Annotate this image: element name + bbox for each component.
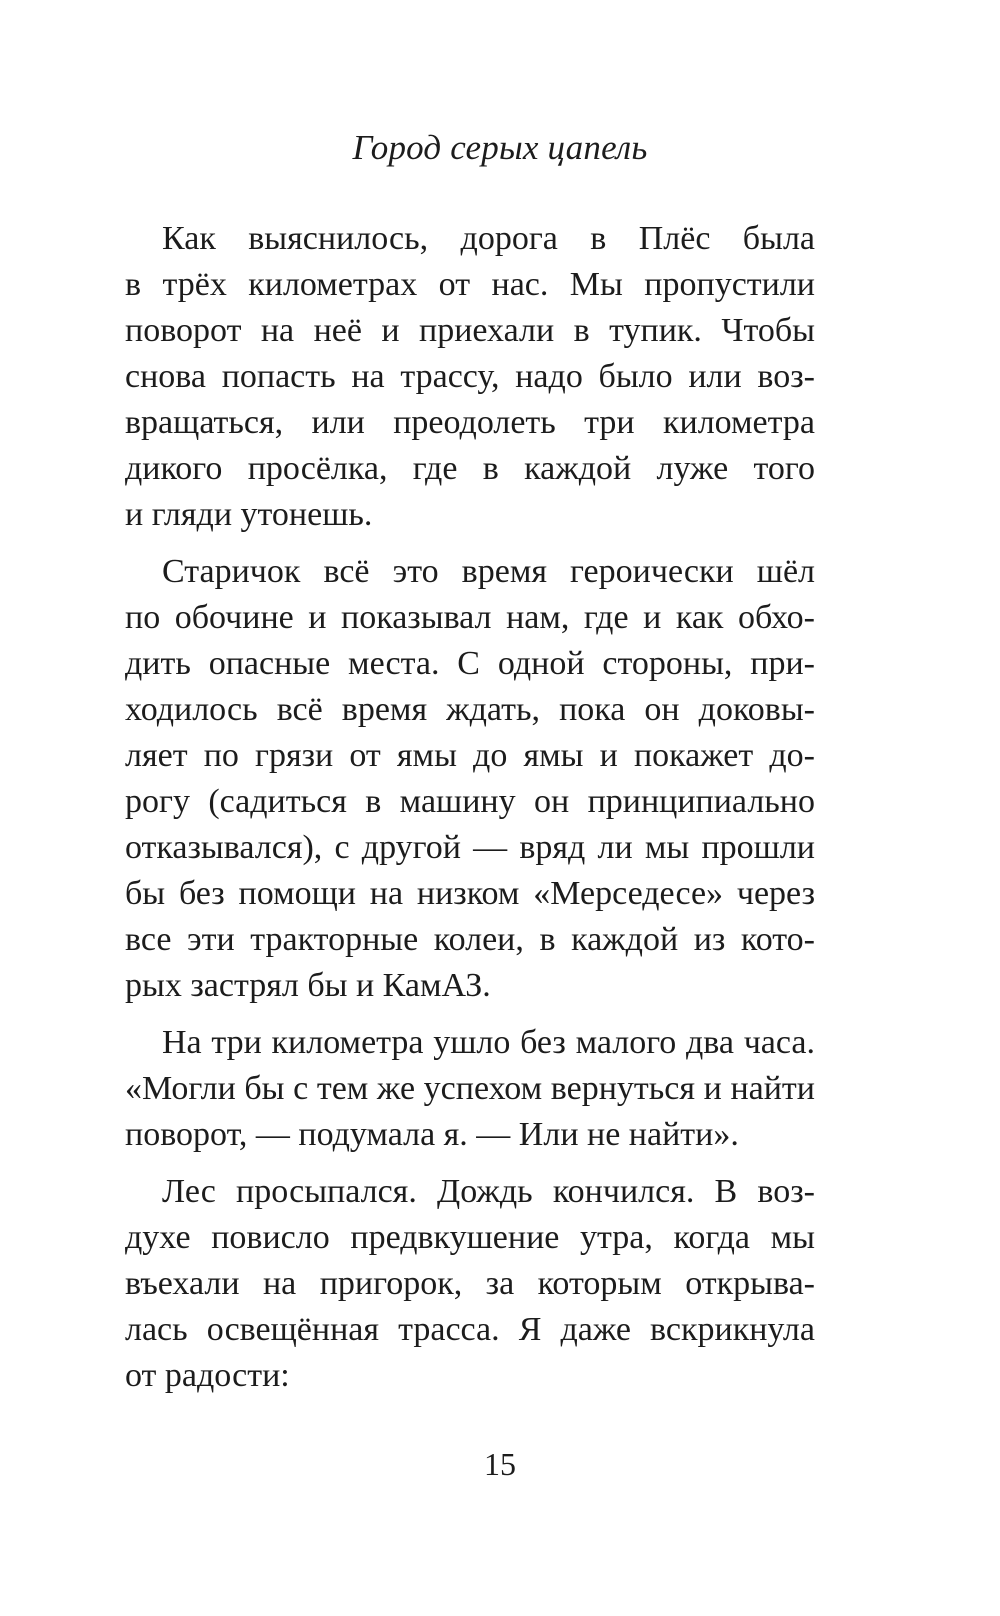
- text-line: рых застрял бы и КамАЗ.: [125, 967, 491, 1004]
- text-line: все эти тракторные колеи, в каждой из кото-: [125, 921, 815, 958]
- text-line: бы без помощи на низком «Мерседесе» через: [125, 875, 815, 912]
- text-line: в трёх километрах от нас. Мы пропустили: [125, 266, 815, 303]
- text-line: Лес просыпался. Дождь кончился. В воз-: [162, 1173, 815, 1210]
- text-line: «Могли бы с тем же успехом вернуться и найти: [125, 1070, 815, 1107]
- text-line: Старичок всё это время героически шёл: [162, 553, 815, 590]
- running-head: Город серых цапель: [352, 128, 648, 167]
- text-line: въехали на пригорок, за которым открыва-: [125, 1265, 815, 1302]
- text-line: ляет по грязи от ямы до ямы и покажет до-: [125, 737, 815, 774]
- text-line: духе повисло предвкушение утра, когда мы: [125, 1219, 815, 1256]
- text-line: поворот, — подумала я. — Или не найти».: [125, 1116, 739, 1153]
- paragraph: [125, 216, 815, 538]
- text-line: по обочине и показывал нам, где и как обхо-: [125, 599, 815, 636]
- text-line: от радости:: [125, 1357, 290, 1394]
- text-line: рогу (садиться в машину он принципиально: [125, 783, 815, 820]
- text-line: На три километра ушло без малого два часа.: [162, 1024, 815, 1061]
- text-line: дикого просёлка, где в каждой луже того: [125, 450, 815, 487]
- paragraph: [125, 1020, 815, 1158]
- text-line: снова попасть на трассу, надо было или воз-: [125, 358, 815, 395]
- text-line: дить опасные места. С одной стороны, при-: [125, 645, 815, 682]
- paragraph: [125, 549, 815, 1009]
- text-line: поворот на неё и приехали в тупик. Чтобы: [125, 312, 815, 349]
- text-line: Как выяснилось, дорога в Плёс была: [162, 220, 815, 257]
- body-text: [125, 216, 815, 1410]
- text-line: лась освещённая трасса. Я даже вскрикнула: [125, 1311, 815, 1348]
- text-line: отказывался), с другой — вряд ли мы прошли: [125, 829, 815, 866]
- text-line: вращаться, или преодолеть три километра: [125, 404, 815, 441]
- page-number: 15: [484, 1446, 516, 1482]
- text-line: и гляди утонешь.: [125, 496, 373, 533]
- text-line: ходилось всё время ждать, пока он доковы-: [125, 691, 815, 728]
- paragraph: [125, 1169, 815, 1399]
